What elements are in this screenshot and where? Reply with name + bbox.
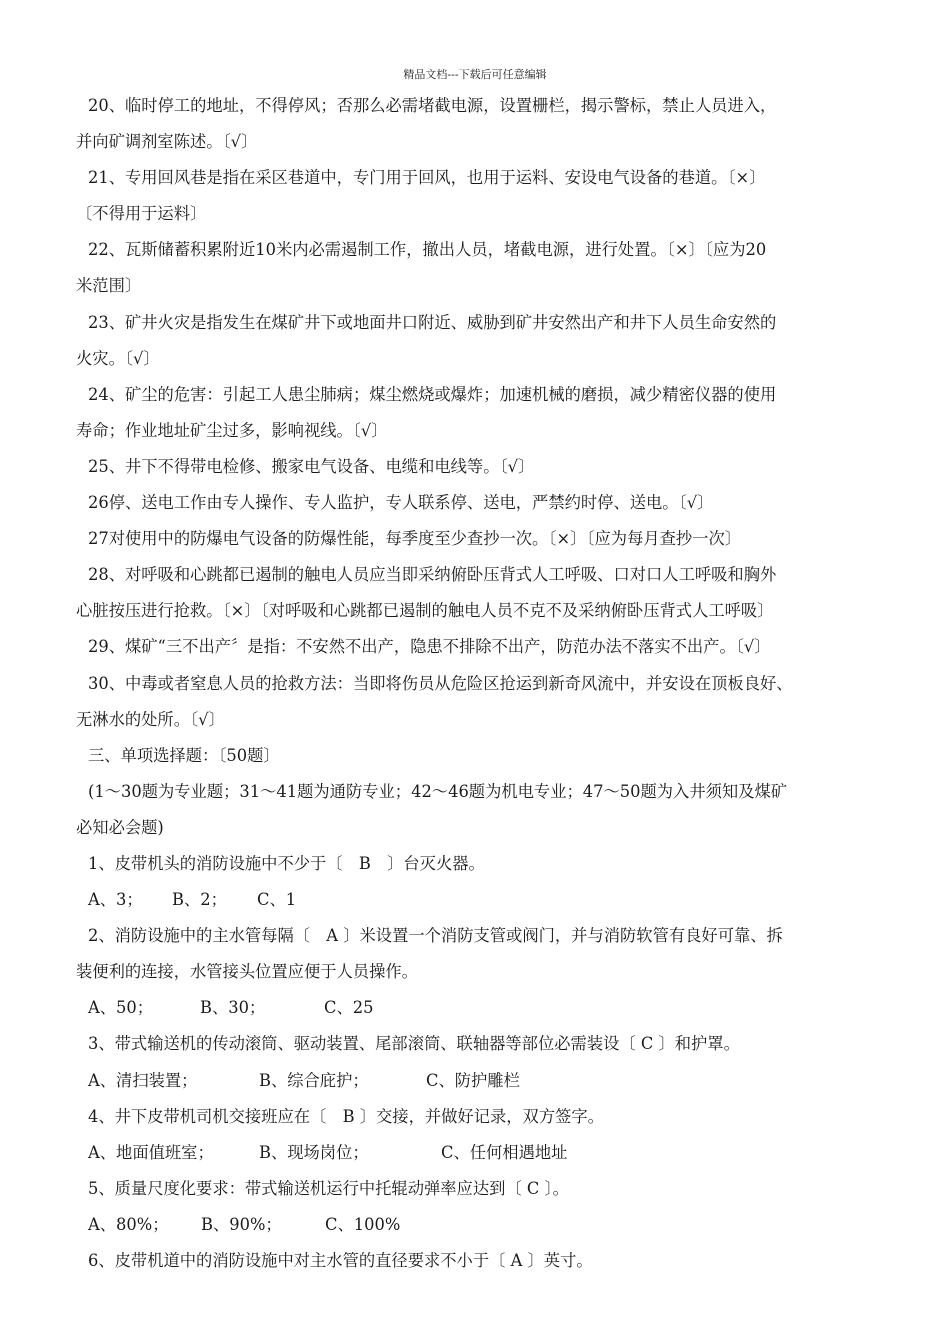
answer-option: B、30； bbox=[200, 998, 266, 1018]
paragraph-line: 20、临时停工的地址，不得停风；否那么必需堵截电源，设置栅栏，揭示警标，禁止人员进入， bbox=[88, 96, 777, 115]
paragraph-line: (1～30题为专业题；31～41题为通防专业；42～46题为机电专业；47～50题为入井须知及煤矿 bbox=[88, 781, 788, 801]
answer-option: B、现场岗位； bbox=[259, 1142, 369, 1162]
paragraph-line: 6、皮带机道中的消防设施中对主水管的直径要求不小于〔 A 〕英寸。 bbox=[88, 1251, 593, 1270]
answer-option: C、25 bbox=[324, 998, 374, 1018]
answer-options bbox=[76, 882, 902, 918]
answer-option: C、100% bbox=[325, 1214, 401, 1234]
paragraph-line: 29、煤矿“三不出产〞是指：不安然不出产，隐患不排除不出产，防范办法不落实不出产。〔√〕 bbox=[88, 637, 771, 657]
paragraph-line: 21、专用回风巷是指在采区巷道中，专门用于回风，也用于运料、安设电气设备的巷道。〔×〕 bbox=[88, 168, 766, 188]
answer-option: A、50； bbox=[88, 998, 154, 1018]
paragraph-line: 3、带式输送机的传动滚筒、驱动装置、尾部滚筒、联轴器等部位必需装设〔 C 〕和护罩。 bbox=[88, 1034, 740, 1054]
answer-option: B、综合庇护； bbox=[259, 1070, 369, 1090]
answer-option: A、3； bbox=[88, 890, 143, 910]
paragraph-line: 28、对呼吸和心跳都已遏制的触电人员应当即采纳俯卧压背式人工呼吸、口对口人工呼吸和胸外 bbox=[88, 565, 777, 585]
paragraph-continuation: 寿命；作业地址矿尘过多，影响视线。〔√〕 bbox=[76, 420, 388, 440]
answer-options bbox=[76, 1207, 902, 1243]
paragraph-line: 1、皮带机头的消防设施中不少于〔 B 〕台灭火器。 bbox=[88, 853, 485, 873]
answer-options bbox=[76, 990, 902, 1026]
paragraph-continuation: 火灾。〔√〕 bbox=[76, 348, 160, 368]
paragraph-line: 23、矿井火灾是指发生在煤矿井下或地面井口附近、威胁到矿井安然出产和井下人员生命安然的 bbox=[88, 312, 777, 332]
paragraph-line: 24、矿尘的危害：引起工人患尘肺病；煤尘燃烧或爆炸；加速机械的磨损，减少精密仪器的使用 bbox=[88, 384, 777, 404]
paragraph-line: 30、中毒或者窒息人员的抢救方法：当即将伤员从危险区抢运到新奇风流中，并安设在顶板良好、 bbox=[88, 673, 793, 693]
paragraph-continuation: 无淋水的处所。〔√〕 bbox=[76, 709, 225, 729]
paragraph-continuation: 心脏按压进行抢救。〔×〕〔对呼吸和心跳都已遏制的触电人员不克不及采纳俯卧压背式人工呼吸〕 bbox=[76, 601, 774, 621]
answer-option: A、地面值班室； bbox=[88, 1142, 214, 1162]
paragraph-line: 25、井下不得带电检修、搬家电气设备、电缆和电线等。〔√〕 bbox=[88, 456, 535, 476]
paragraph-continuation: 〔不得用于运料〕 bbox=[76, 204, 207, 224]
answer-option: B、90%； bbox=[201, 1214, 282, 1234]
answer-option: B、2； bbox=[172, 890, 227, 910]
answer-options bbox=[76, 1063, 902, 1099]
paragraph-line: 4、井下皮带机司机交接班应在〔 B 〕交接，并做好记录，双方签字。 bbox=[88, 1106, 604, 1126]
paragraph-line: 22、瓦斯储蓄积累附近10米内必需遏制工作，撤出人员，堵截电源，进行处置。〔×〕〔应为20 bbox=[88, 240, 767, 260]
answer-option: C、防护雕栏 bbox=[426, 1070, 520, 1090]
answer-option: C、任何相遇地址 bbox=[441, 1142, 568, 1162]
document-body bbox=[76, 88, 902, 1279]
answer-options bbox=[76, 1135, 902, 1171]
paragraph-line: 2、消防设施中的主水管每隔〔 A 〕米设置一个消防支管或阀门，并与消防软管有良好可靠、拆 bbox=[88, 926, 783, 946]
answer-option: A、80%； bbox=[88, 1214, 169, 1234]
paragraph-line: 三、单项选择题：〔50题〕 bbox=[88, 745, 280, 765]
paragraph-continuation: 必知必会题) bbox=[76, 817, 164, 837]
paragraph-line: 27对使用中的防爆电气设备的防爆性能，每季度至少查抄一次。〔×〕〔应为每月查抄一次〕 bbox=[88, 529, 742, 549]
answer-option: C、1 bbox=[257, 890, 297, 910]
paragraph-continuation: 装便利的连接，水管接头位置应便于人员操作。 bbox=[76, 962, 418, 982]
answer-option: A、清扫装置； bbox=[88, 1070, 198, 1090]
paragraph-line: 5、质量尺度化要求：带式输送机运行中托辊动弹率应达到〔 C 〕。 bbox=[88, 1178, 569, 1198]
paragraph-continuation: 米范围〕 bbox=[76, 276, 142, 296]
paragraph-continuation: 并向矿调剂室陈述。〔√〕 bbox=[76, 132, 258, 152]
paragraph-line: 26停、送电工作由专人操作、专人监护，专人联系停、送电，严禁约时停、送电。〔√〕 bbox=[88, 493, 714, 513]
page-header: 精品文档---下载后可任意编辑 bbox=[403, 68, 547, 81]
